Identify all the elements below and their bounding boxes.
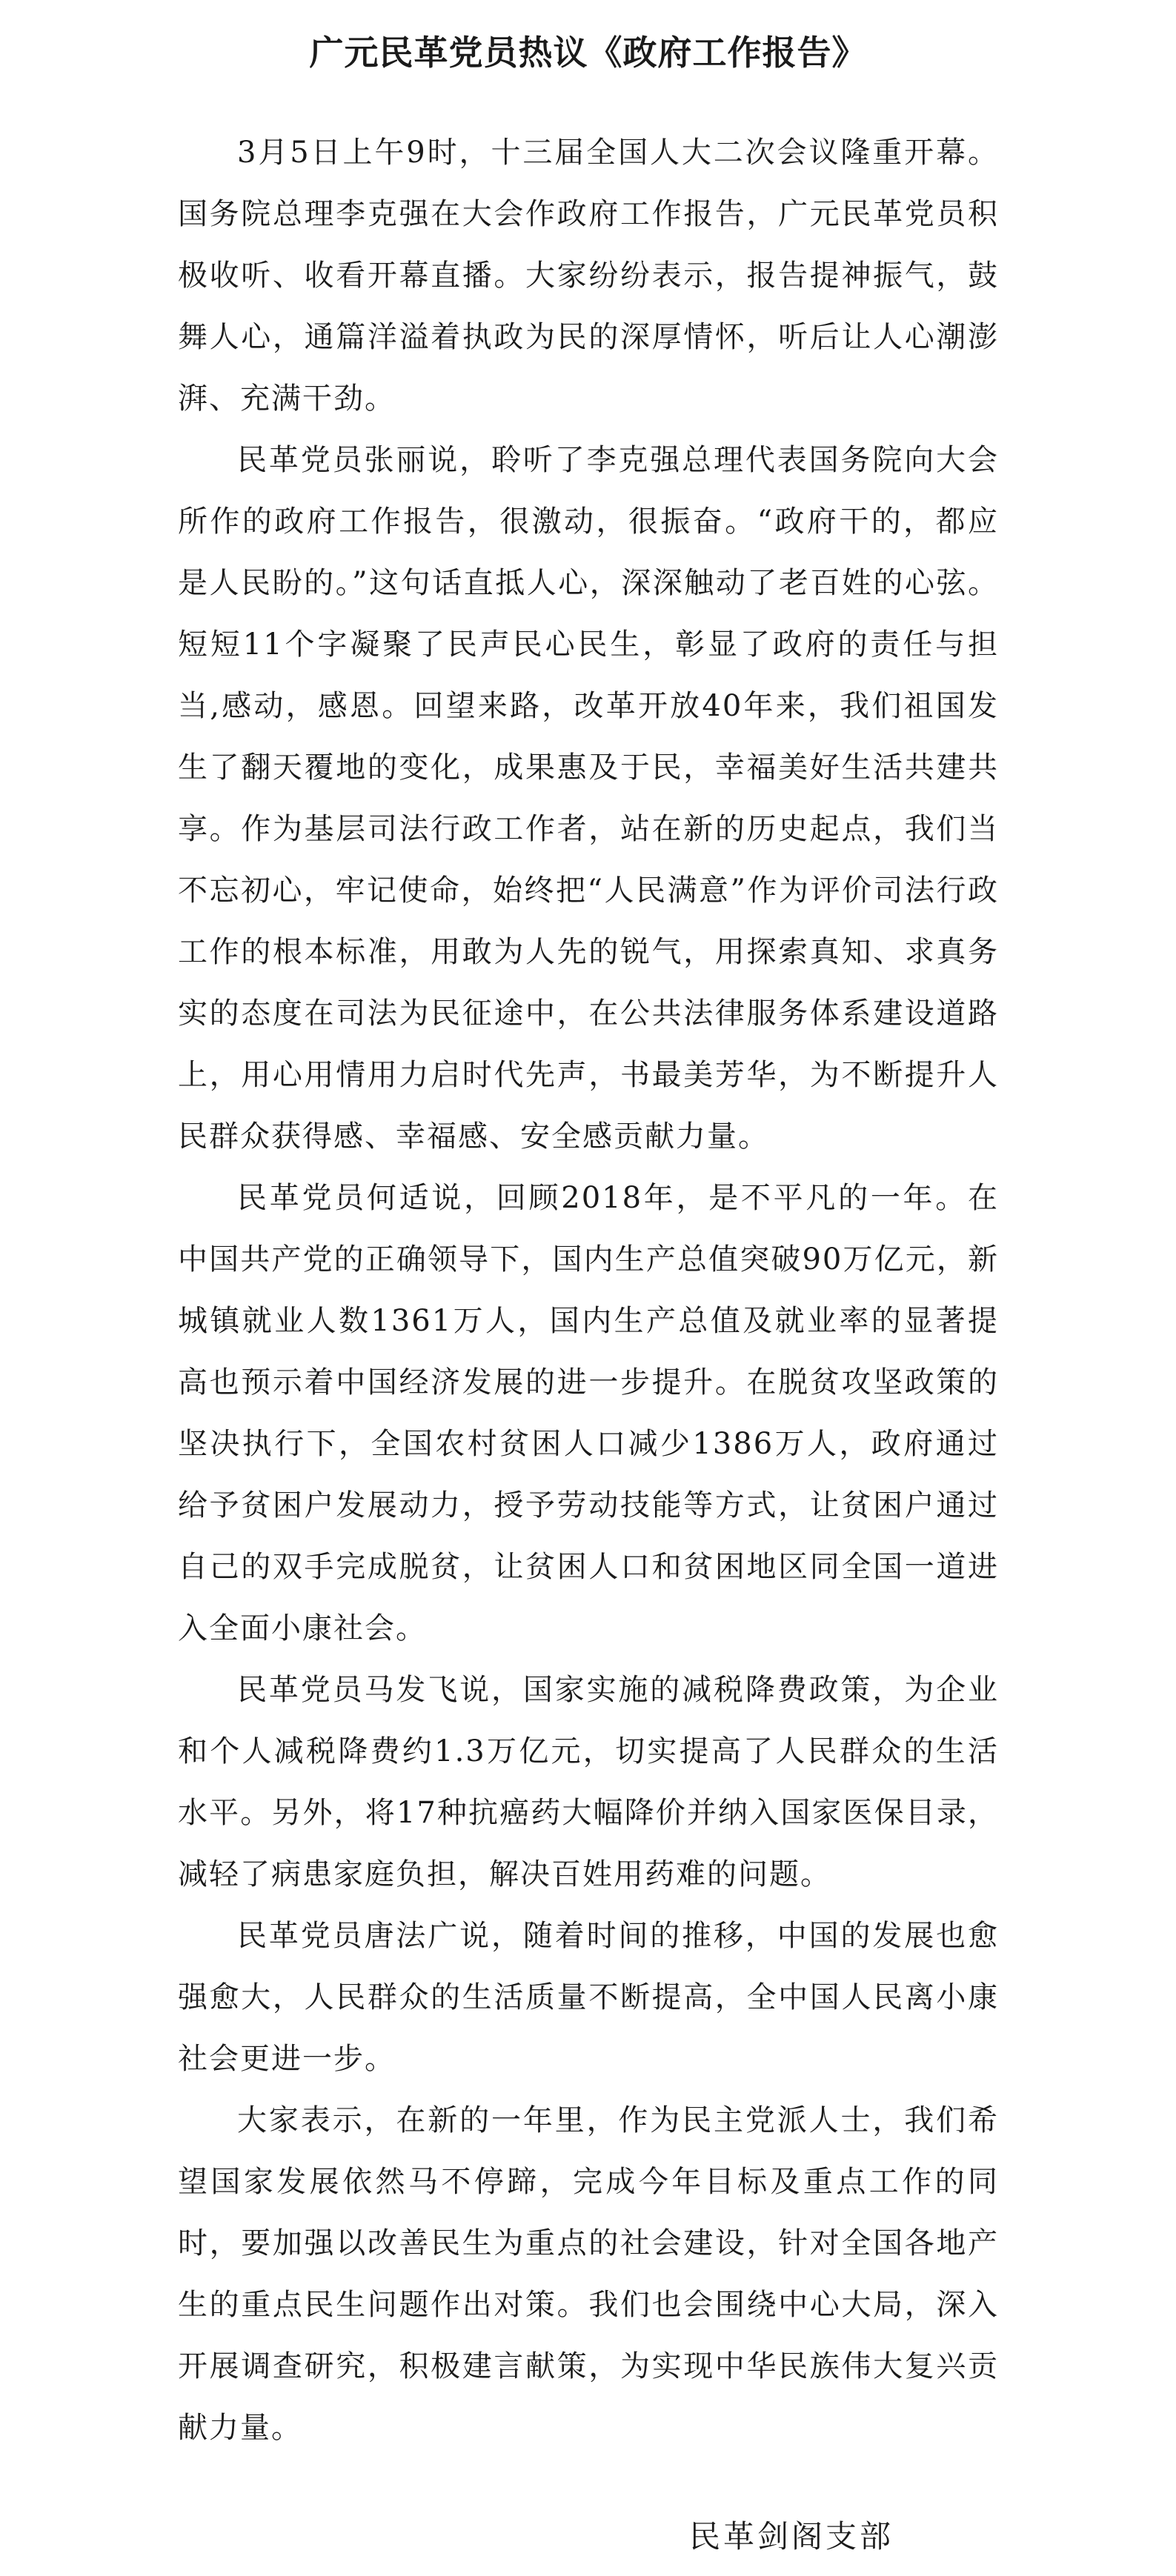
paragraph-zhang-li: 民革党员张丽说，聆听了李克强总理代表国务院向大会所作的政府工作报告，很激动，很振奋。“政府干的，都应是人民盼的。”这句话直抵人心，深深触动了老百姓的心弦。短短11个字凝聚了民声民心民生，彰显了政府的责任与担当,感动，感恩。回望来路，改革开放40年来，我们祖国发生了翻天覆地的变化，成果惠及于民，幸福美好生活共建共享。作为基层司法行政工作者，站在新的历史起点，我们当不忘初心，牢记使命，始终把“人民满意”作为评价司法行政工作的根本标准，用敢为人先的锐气，用探索真知、求真务实的态度在司法为民征途中，在公共法律服务体系建设道路上，用心用情用力启时代先声，书最美芳华，为不断提升人民群众获得感、幸福感、安全感贡献力量。 [178, 443, 999, 1154]
article-title: 广元民革党员热议《政府工作报告》 [309, 32, 867, 73]
paragraph-tang-faguang: 民革党员唐法广说，随着时间的推移，中国的发展也愈强愈大，人民群众的生活质量不断提高，全中国人民离小康社会更进一步。 [178, 1919, 999, 2076]
paragraph-opening: 3月5日上午9时，十三届全国人大二次会议隆重开幕。国务院总理李克强在大会作政府工作报告，广元民革党员积极收听、收看开幕直播。大家纷纷表示，报告提神振气，鼓舞人心，通篇洋溢着执政为民的深厚情怀，听后让人心潮澎湃、充满干劲。 [178, 136, 999, 416]
signature-branch: 民革剑阁支部 [689, 2518, 894, 2555]
article-body [178, 122, 999, 2459]
paragraph-he-shi: 民革党员何适说，回顾2018年，是不平凡的一年。在中国共产党的正确领导下，国内生产总值突破90万亿元，新城镇就业人数1361万人，国内生产总值及就业率的显著提高也预示着中国经济发展的进一步提升。在脱贫攻坚政策的坚决执行下，全国农村贫困人口减少1386万人，政府通过给予贫困户发展动力，授予劳动技能等方式，让贫困户通过自己的双手完成脱贫，让贫困人口和贫困地区同全国一道进入全面小康社会。 [178, 1181, 999, 1645]
paragraph-closing: 大家表示，在新的一年里，作为民主党派人士，我们希望国家发展依然马不停蹄，完成今年目标及重点工作的同时，要加强以改善民生为重点的社会建设，针对全国各地产生的重点民生问题作出对策。我们也会围绕中心大局，深入开展调查研究，积极建言献策，为实现中华民族伟大复兴贡献力量。 [178, 2103, 999, 2445]
paragraph-ma-fafei: 民革党员马发飞说，国家实施的减税降费政策，为企业和个人减税降费约1.3万亿元，切实提高了人民群众的生活水平。另外，将17种抗癌药大幅降价并纳入国家医保目录，减轻了病患家庭负担，解决百姓用药难的问题。 [178, 1673, 999, 1891]
